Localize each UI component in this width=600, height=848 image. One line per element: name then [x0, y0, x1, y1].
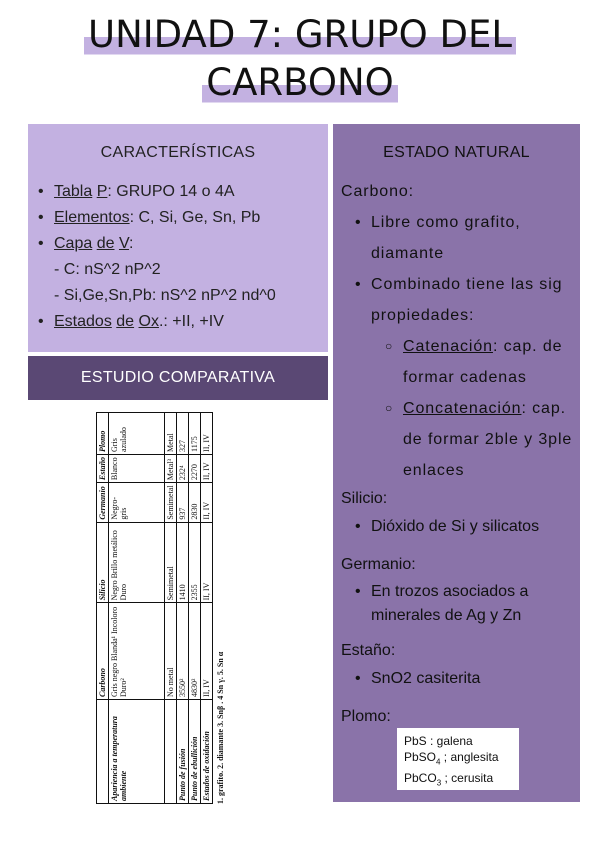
table-cell: Blanco: [109, 454, 165, 482]
table-cell: II, IV: [201, 413, 213, 455]
table-row: [201, 413, 213, 804]
list-item-text: • SnO2 casiterita: [371, 670, 481, 687]
list-item: [341, 269, 577, 331]
sub-list-item: [341, 331, 577, 393]
mineral-line: [404, 770, 519, 791]
table-footnote: 1. grafito. 2. diamante 3. Snβ . 4 Sn γ. 5. Sn α: [216, 651, 225, 804]
mineral-formula: PbCO: [404, 771, 437, 786]
table-cell: Metal³: [165, 454, 177, 482]
mineral-subscript: 4: [436, 757, 441, 767]
silicio-label: Silicio:: [341, 490, 388, 507]
estados-value: .: +II, +IV: [158, 313, 224, 330]
table-cell: Negro Brillo metálico Duro: [109, 522, 165, 603]
list-item-text: • Dióxido de Si y silicatos: [371, 518, 540, 535]
elementos-value: : C, Si, Ge, Sn, Pb: [129, 209, 261, 226]
concatenacion-value: : cap. de formar 2ble y 3ple enlaces: [403, 400, 573, 479]
mineral-formula: PbSO: [404, 750, 437, 764]
table-header: Germanio: [97, 483, 109, 523]
estados-label-de: de: [116, 313, 135, 330]
table-header: Plomo: [97, 413, 109, 455]
table-cell: 2270: [189, 454, 201, 482]
germanio-label: Germanio:: [341, 556, 416, 573]
plomo-minerals-box: [397, 728, 519, 790]
list-item: [341, 580, 577, 628]
mineral-name: ; cerusita: [441, 771, 494, 786]
list-item: [341, 668, 577, 690]
estano-label: Estaño:: [341, 642, 396, 659]
table-cell: [165, 700, 177, 804]
table-cell: II, IV: [201, 483, 213, 523]
caracteristicas-panel: [28, 124, 328, 352]
table-cell: Negro-gris: [109, 483, 165, 523]
table-header: [97, 700, 109, 804]
plomo-label: Plomo:: [341, 708, 391, 725]
mineral-line: [404, 749, 519, 770]
table-header: Estaño: [97, 454, 109, 482]
table-cell: Semimetal: [165, 522, 177, 603]
title-line-2: CARBONO: [202, 62, 398, 104]
estano-section: [341, 640, 577, 690]
capa-item: [38, 231, 328, 257]
list-item: [341, 207, 577, 269]
capa-label-de: de: [96, 235, 115, 252]
table-cell: Estados de oxidación: [201, 700, 213, 804]
table-row: [109, 413, 165, 804]
elementos-item: [38, 205, 328, 231]
concatenacion-label: Concatenación: [403, 400, 522, 417]
capa-colon: :: [129, 235, 134, 252]
page-title: [0, 14, 600, 104]
caracteristicas-heading: CARACTERÍSTICAS: [100, 144, 256, 161]
germanio-section: [341, 554, 577, 628]
comparison-table-image: [96, 404, 256, 806]
table-cell: II, IV: [201, 454, 213, 482]
elementos-label: Elementos: [54, 209, 130, 226]
estudio-heading: ESTUDIO COMPARATIVA: [28, 356, 328, 400]
tabla-label-p: P: [96, 183, 108, 200]
carbono-section: [341, 176, 577, 486]
title-line-1: UNIDAD 7: GRUPO DEL: [84, 14, 516, 56]
plomo-section: [341, 706, 577, 728]
table-cell: Punto de ebullición: [189, 700, 201, 804]
catenacion-value: : cap. de formar cadenas: [403, 338, 563, 386]
list-item-text: • Libre como grafito, diamante: [371, 214, 521, 262]
table-cell: Semimetal: [165, 483, 177, 523]
table-cell: 327: [177, 413, 189, 455]
table-cell: 937: [177, 483, 189, 523]
comparison-table: [96, 412, 213, 804]
list-item-text: [385, 393, 577, 486]
capa-otros: - Si,Ge,Sn,Pb: nS^2 nP^2 nd^0: [54, 287, 276, 304]
list-item-text: • En trozos asociados a minerales de Ag y Zn: [371, 583, 529, 624]
table-cell: 1175: [189, 413, 201, 455]
caracteristicas-list: [38, 179, 328, 335]
table-cell: 2355: [189, 522, 201, 603]
table-cell: 1410: [177, 522, 189, 603]
mineral-subscript: 3: [436, 778, 442, 788]
mineral-name: ; anglesita: [440, 750, 499, 764]
capa-carbono: - C: nS^2 nP^2: [54, 261, 161, 278]
tabla-value: : GRUPO 14 o 4A: [107, 183, 235, 200]
table-cell: Metal: [165, 413, 177, 455]
table-cell: 3550²: [177, 603, 189, 700]
table-cell: No metal: [165, 603, 177, 700]
mineral-line: PbS : galena: [404, 734, 473, 748]
estado-natural-body: [341, 176, 577, 728]
table-header: Silicio: [97, 522, 109, 603]
table-row: [177, 413, 189, 804]
table-cell: II, IV: [201, 603, 213, 700]
table-cell: 2830: [189, 483, 201, 523]
table-row: [189, 413, 201, 804]
estado-natural-panel: [333, 124, 580, 802]
estados-item: [38, 309, 328, 335]
table-header: Carbono: [97, 603, 109, 700]
table-cell: Gris azulado: [109, 413, 165, 455]
sub-list-item: [341, 393, 577, 486]
capa-label: Capa: [54, 235, 93, 252]
carbono-label: Carbono:: [341, 183, 415, 200]
table-cell: 4830²: [189, 603, 201, 700]
table-cell: Gris negro Blanda¹ Incoloro Duro²: [109, 603, 165, 700]
catenacion-label: Catenación: [403, 338, 493, 355]
tabla-label: Tabla: [54, 183, 93, 200]
list-item-text: • Combinado tiene las sig propiedades:: [371, 276, 563, 324]
table-cell: Punto de fusión: [177, 700, 189, 804]
table-row: [165, 413, 177, 804]
table-cell: II, IV: [201, 522, 213, 603]
tabla-item: [38, 179, 328, 205]
table-cell: 232⁴: [177, 454, 189, 482]
table-header-row: [97, 413, 109, 804]
list-item: [341, 516, 577, 538]
table-cell: Apariencia a temperatura ambiente: [109, 700, 165, 804]
list-item-text: [385, 331, 577, 393]
estados-label-ox: Ox: [138, 313, 159, 330]
estados-label: Estados: [54, 313, 112, 330]
capa-label-v: V: [118, 235, 130, 252]
silicio-section: [341, 488, 577, 538]
estado-natural-heading: ESTADO NATURAL: [383, 144, 530, 161]
